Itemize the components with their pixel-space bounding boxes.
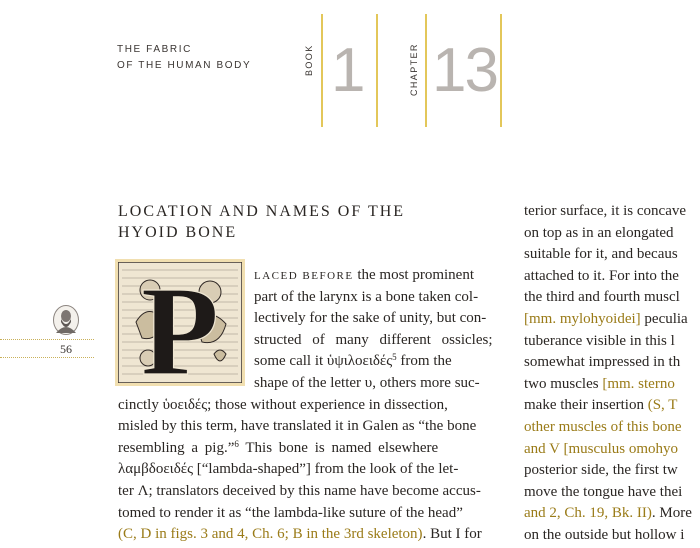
chapter-number: 13 — [432, 36, 497, 105]
right-column — [524, 0, 700, 548]
book-rule-left — [321, 14, 323, 127]
right-line: suitable for it, and becaus — [524, 246, 678, 263]
right-line: attached to it. For into the — [524, 267, 679, 284]
muscle-reference[interactable]: [mm. sterno — [602, 375, 675, 392]
running-title-line1: THE FABRIC — [117, 44, 192, 55]
book-number: 1 — [331, 36, 364, 105]
running-title-line2: OF THE HUMAN BODY — [117, 59, 252, 71]
running-title — [117, 42, 251, 73]
footnote-ref[interactable]: 6 — [234, 438, 239, 449]
muscle-reference[interactable]: [mm. mylohyoidei] — [524, 311, 641, 327]
footnote-ref[interactable]: 5 — [392, 352, 397, 363]
right-line: [mm. mylohyoidei] peculia — [524, 311, 688, 327]
vesalius-portrait-icon — [53, 305, 79, 335]
right-line: and 2, Ch. 19, Bk. II). More — [524, 505, 692, 522]
figure-reference[interactable]: (C, D in figs. 3 and 4, Ch. 6; B in the 3rd skeleton) — [118, 526, 423, 543]
section-heading-line2: HYOID BONE — [118, 224, 238, 241]
body-line: shape of the letter υ, others more suc- — [254, 375, 480, 391]
figure-reference[interactable]: (S, T — [647, 397, 678, 414]
margin-divider-bottom — [0, 357, 94, 358]
right-line: move the tongue have thei — [524, 483, 683, 500]
dropcap-letter: P — [140, 262, 220, 383]
right-line: somewhat impressed in th — [524, 354, 681, 371]
body-line: lectively for the sake of unity, but con- — [254, 310, 487, 327]
right-line: on top as in an elongated — [524, 224, 674, 241]
figure-reference[interactable]: and 2, Ch. 19, Bk. II) — [524, 505, 652, 522]
page-number: 56 — [60, 342, 72, 356]
body-line: some call it ὑψιλοειδές$^5$ from the — [254, 352, 452, 370]
right-line: two muscles [mm. sterno — [524, 375, 675, 392]
body-line: ter Λ; translators deceived by this name have become accus- — [118, 483, 481, 499]
right-line: on the outside but hollow i — [524, 527, 685, 543]
dropcap-illustration — [118, 262, 242, 383]
section-heading — [118, 201, 405, 243]
body-line: cinctly ὑοειδές; those without experience in dissection, — [118, 396, 448, 413]
body-line: resembling a pig.”$^6$ This bone is named elsewhere — [118, 438, 439, 456]
figure-reference[interactable]: other muscles of this bone — [524, 419, 682, 435]
body-line: (C, D in figs. 3 and 4, Ch. 6; B in the 3rd skeleton). But I for — [118, 526, 482, 543]
chapter-rule-left — [425, 14, 427, 127]
right-line: terior surface, it is concave — [524, 203, 687, 219]
figure-reference[interactable]: and V [musculus omohyo — [524, 440, 679, 457]
lead-in-smallcaps: LACED BEFORE — [254, 270, 354, 282]
book-rule-right — [376, 14, 378, 127]
body-line: tomed to render it as “the lambda-like suture of the head” — [118, 504, 463, 521]
chapter-label: CHAPTER — [409, 43, 419, 96]
margin-divider-top — [0, 339, 94, 340]
right-line: make their insertion (S, T — [524, 397, 678, 414]
right-line: tuberance visible in this l — [524, 332, 675, 349]
body-line: misled by this term, have translated it in Galen as “the bone — [118, 418, 477, 435]
body-line: LACED BEFORE the most prominent — [254, 267, 474, 283]
right-line: the third and fourth muscl — [524, 289, 680, 306]
right-line: posterior side, the first tw — [524, 462, 678, 479]
body-line: λαμβδοειδές [“lambda-shaped”] from the look of the let- — [118, 461, 459, 478]
body-line: part of the larynx is a bone taken col- — [254, 288, 479, 305]
section-heading-line1: LOCATION AND NAMES OF THE — [118, 203, 406, 220]
dropcap-woodcut — [115, 259, 245, 386]
chapter-rule-right — [500, 14, 502, 127]
body-line: structed of many different ossicles; — [254, 331, 493, 348]
book-label: BOOK — [304, 44, 314, 76]
